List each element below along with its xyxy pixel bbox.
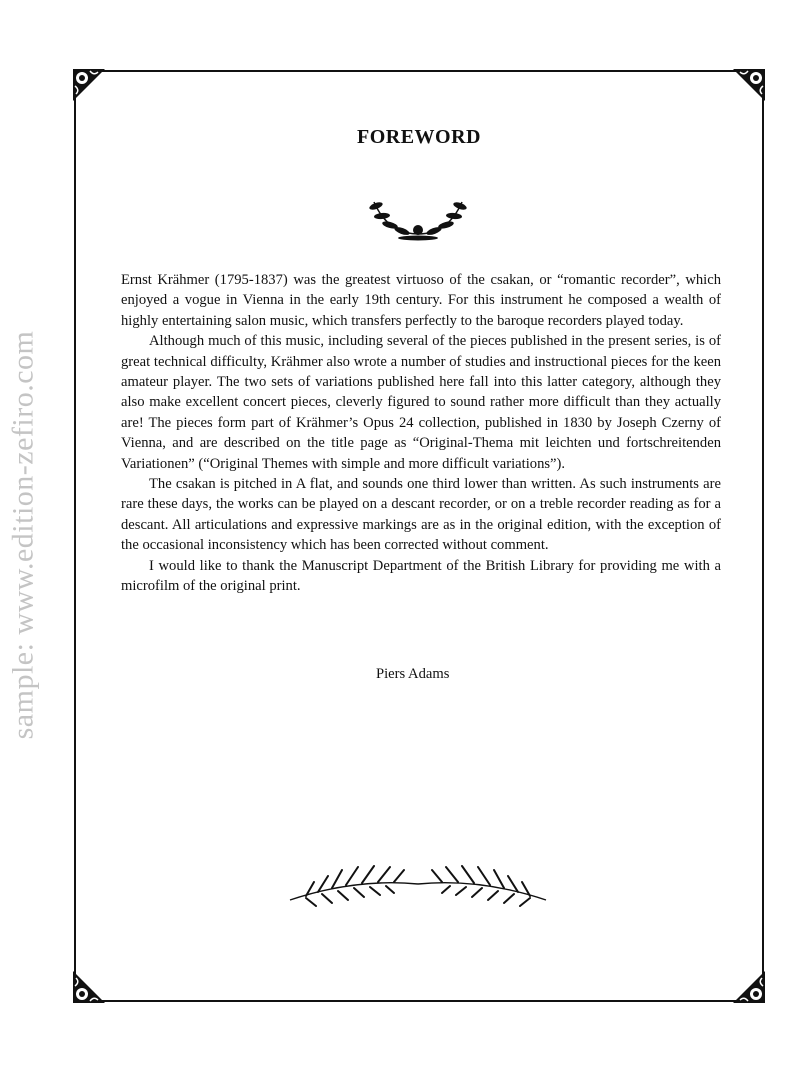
corner-ornament-icon xyxy=(72,970,106,1004)
corner-ornament-icon xyxy=(72,68,106,102)
paragraph: The csakan is pitched in A flat, and sounds one third lower than written. As such instruments are rare these days, the works can be played on a descant recorder, or on a treble recorder reading as for a descant. All articulations and expressive markings are as in the original edition, with the exception of the occasional inconsistency which has been corrected without comment. xyxy=(121,476,721,554)
paragraph: Ernst Krähmer (1795-1837) was the greatest virtuoso of the csakan, or “romantic recorder”, which enjoyed a vogue in Vienna in the early 19th century. For this instrument he composed a wealth of highly entertaining salon music, which transfers perfectly to the baroque recorders played today. xyxy=(121,272,721,329)
palm-branches-icon xyxy=(286,860,550,910)
watermark xyxy=(8,270,38,800)
paragraph: Although much of this music, including several of the pieces published in the present series, is of great technical difficulty, Krähmer also wrote a number of studies and instructional pieces for the keen amateur player. The two sets of variations published here fall into this latter category, although they also make excellent concert pieces, cleverly figured to sound rather more difficult than they actually are! The pieces form part of Krähmer’s Opus 24 collection, published in 1830 by Joseph Czerny of Vienna, and are described on the title page as “Original-Thema mit leichten und fortschreitenden Variationen” (“Original Themes with simple and more difficult variations”). xyxy=(121,333,721,472)
corner-ornament-icon xyxy=(732,68,766,102)
signature: Piers Adams xyxy=(376,666,450,682)
corner-ornament-icon xyxy=(732,970,766,1004)
paragraph: I would like to thank the Manuscript Department of the British Library for providing me with a microfilm of the original print. xyxy=(121,557,721,595)
page-title: FOREWORD xyxy=(357,126,481,148)
foreword-text xyxy=(121,270,721,597)
laurel-wreath-icon xyxy=(368,194,468,242)
watermark-text: sample: www.edition-zefiro.com xyxy=(6,330,40,740)
